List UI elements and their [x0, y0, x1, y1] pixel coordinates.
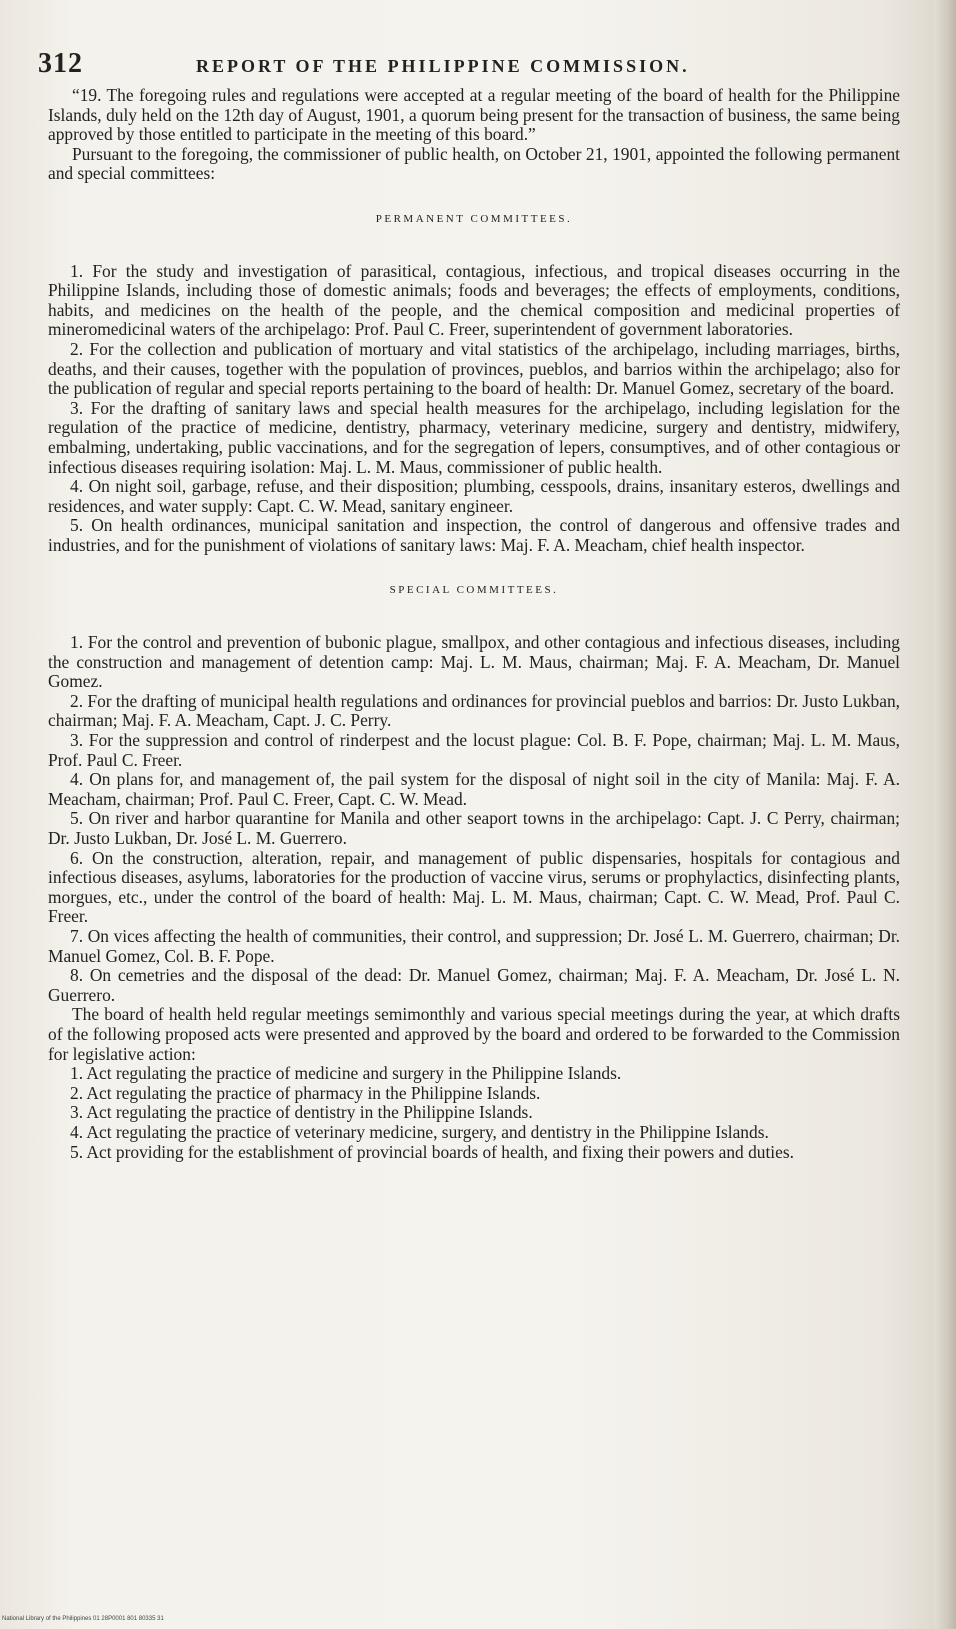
act-1: 1. Act regulating the practice of medicine and surgery in the Philippine Islands. [70, 1063, 622, 1084]
intro-paragraph-2: Pursuant to the foregoing, the commissioner of public health, on October 21, 1901, appointed the following permanent and special committees: [48, 143, 900, 184]
scan-credit: National Library of the Philippines 01 28P0001 801 80335 31 [2, 1616, 164, 1622]
page-edge-shadow [934, 0, 956, 1629]
act-2: 2. Act regulating the practice of pharmacy in the Philippine Islands. [70, 1082, 541, 1103]
page-number: 312 [38, 48, 83, 79]
act-4: 4. Act regulating the practice of veterinary medicine, surgery, and dentistry in the Philippine Islands. [70, 1121, 769, 1142]
act-5: 5. Act providing for the establishment of provincial boards of health, and fixing their powers and duties. [70, 1141, 794, 1162]
permanent-committee-2: 2. For the collection and publication of mortuary and vital statistics of the archipelago, including marriages, births, deaths, and their causes, together with the population of provinces, pueblos, and barrios within the archipelago; also for the publication of regular and special reports pertaining to the board of health: Dr. Manuel Gomez, secretary of the board. [48, 338, 900, 399]
special-committee-4: 4. On plans for, and management of, the pail system for the disposal of night soil in the city of Manila: Maj. F. A. Meacham, chairman; Prof. Paul C. Freer, Capt. C. W. Mead. [48, 769, 900, 809]
special-committee-7: 7. On vices affecting the health of communities, their control, and suppression; Dr. José L. M. Guerrero, chairman; Dr. Manuel Gomez, Col. B. F. Pope. [48, 925, 900, 966]
closing-paragraph: The board of health held regular meetings semimonthly and various special meetings during the year, at which drafts of the following proposed acts were presented and approved by the board and ordered to be forwarded to the Commission for legislative action: [48, 1004, 900, 1064]
special-committee-2: 2. For the drafting of municipal health regulations and ordinances for provincial pueblos and barrios: Dr. Justo Lukban, chairman; Maj. F. A. Meacham, Capt. J. C. Perry. [48, 690, 900, 731]
special-committee-3: 3. For the suppression and control of rinderpest and the locust plague: Col. B. F. Pope, chairman; Maj. L. M. Maus, Prof. Paul C. Freer. [48, 730, 900, 770]
special-committee-8: 8. On cemetries and the disposal of the dead: Dr. Manuel Gomez, chairman; Maj. F. A. Meacham, Dr. José L. N. Guerrero. [48, 965, 900, 1005]
special-committee-6: 6. On the construction, alteration, repair, and management of public dispensaries, hospitals for contagious and infectious diseases, asylums, laboratories for the production of vaccine virus, serums or prophylactics, disinfecting plants, morgues, etc., under the control of the board of health: Maj. L. M. Maus, chairman; Capt. C. W. Mead, Prof. Paul C. Freer. [48, 847, 900, 927]
permanent-committee-4: 4. On night soil, garbage, refuse, and their disposition; plumbing, cesspools, drains, insanitary esteros, dwellings and residences, and water supply: Capt. C. W. Mead, sanitary engineer. [48, 476, 900, 516]
permanent-committees-heading: PERMANENT COMMITTEES. [375, 212, 573, 225]
page-header [38, 48, 908, 80]
special-committee-1: 1. For the control and prevention of bubonic plague, smallpox, and other contagious and infectious diseases, including the construction and management of detention camp: Maj. L. M. Maus, chairman; Maj. F. A. Meacham, Dr. Manuel Gomez. [48, 632, 900, 692]
special-committees-heading: SPECIAL COMMITTEES. [389, 584, 559, 597]
permanent-committee-1: 1. For the study and investigation of parasitical, contagious, infectious, and tropical diseases occurring in the Philippine Islands, including those of domestic animals; foods and beverages; the effects of employments, conditions, habits, and medicines on the health of the people, and the chemical composition and medicinal properties of mineromedicinal waters of the archipelago: Prof. Paul C. Freer, superintendent of government laboratories. [48, 260, 900, 340]
page-body [48, 86, 900, 1162]
running-head: REPORT OF THE PHILIPPINE COMMISSION. [196, 56, 690, 76]
permanent-committee-5: 5. On health ordinances, municipal sanitation and inspection, the control of dangerous and offensive trades and industries, and for the punishment of violations of sanitary laws: Maj. F. A. Meacham, chief health inspector. [48, 515, 900, 555]
intro-paragraph-1: “19. The foregoing rules and regulations were accepted at a regular meeting of the board of health for the Philippine Islands, duly held on the 12th day of August, 1901, a quorum being present for the transaction of business, the same being approved by those entitled to participate in the meeting of this board.” [48, 85, 900, 145]
special-committee-5: 5. On river and harbor quarantine for Manila and other seaport towns in the archipelago: Capt. J. C Perry, chairman; Dr. Justo Lukban, Dr. José L. M. Guerrero. [48, 808, 900, 848]
act-3: 3. Act regulating the practice of dentistry in the Philippine Islands. [70, 1102, 533, 1123]
permanent-committee-3: 3. For the drafting of sanitary laws and special health measures for the archipelago, including legislation for the regulation of the practice of medicine, dentistry, pharmacy, veterinary medicine, surgery and dentistry, midwifery, embalming, undertaking, public vaccinations, and for the segregation of lepers, consumptives, and of other contagious or infectious diseases requiring isolation: Maj. L. M. Maus, commissioner of public health. [48, 397, 900, 477]
